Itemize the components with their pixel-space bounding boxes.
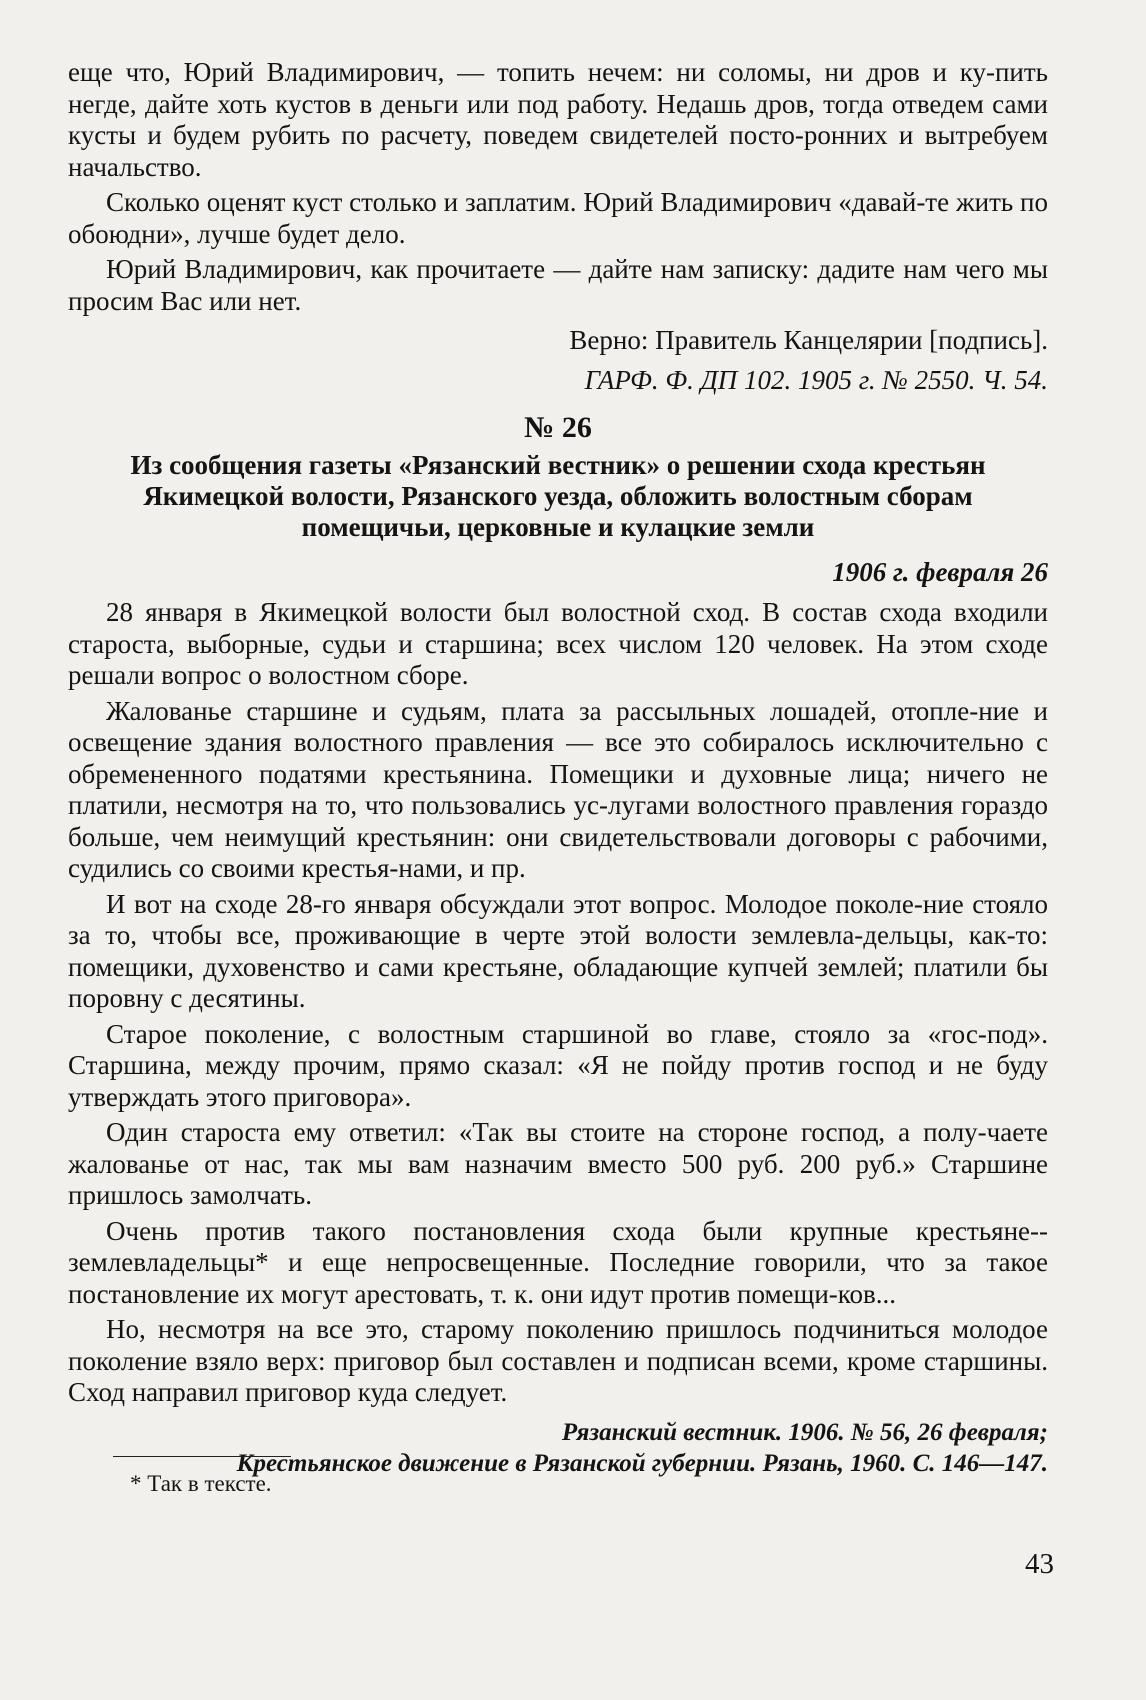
document-title-line: Из сообщения газеты «Рязанский вестник» о решении схода крестьян [130,449,986,480]
paragraph: еще что, Юрий Владимирович, — топить нечем: ни соломы, ни дров и ку-пить негде, дайте хоть кустов в деньги или под работу. Недашь дров, тогда отведем сами кусты и будем рубить по расчету, поведем свидетелей посто-ронних и вытребуем начальство. [68,57,1048,182]
paragraph: Юрий Владимирович, как прочитаете — дайте нам записку: дадите нам чего мы просим Вас или нет. [68,254,1048,316]
document-title-line: помещичьи, церковные и кулацкие земли [301,511,815,542]
paragraph: Очень против такого постановления схода были крупные крестьяне-землевладельцы* и еще непросвещенные. Последние говорили, что за такое постановление их могут арестовать, т. к. они идут против помещи-ков... [68,1215,1048,1309]
footnote: * Так в тексте. [130,1471,272,1496]
page-number: 43 [1025,1548,1054,1580]
document-date: 1906 г. февраля 26 [832,556,1048,587]
document-title [68,450,1048,543]
document-header [68,412,1048,588]
footnote-divider [113,1456,291,1457]
document-body [68,597,1048,1479]
paragraph: Старое поколение, с волостным старшиной во главе, стояло за «гос-под». Старшина, между прочим, прямо сказал: «Я не пойду против господ и не буду утверждать этого приговора». [68,1018,1048,1112]
document-title-line: Якимецкой волости, Рязанского уезда, обложить волостным сборам [143,480,973,511]
attestation: Верно: Правитель Канцелярии [подпись]. [569,325,1048,355]
source-line: Рязанский вестник. 1906. № 56, 26 февраля; [561,1418,1048,1446]
document-number: № 26 [524,411,592,444]
source-line: Крестьянское движение в Рязанской губернии. Рязань, 1960. С. 146—147. [236,1449,1048,1477]
paragraph: Сколько оценят куст столько и заплатим. Юрий Владимирович «давай-те жить по обоюдни», лучше будет дело. [68,187,1048,249]
top-block [68,57,1048,396]
paragraph: И вот на сходе 28-го января обсуждали этот вопрос. Молодое поколе-ние стояло за то, чтобы все, проживающие в черте этой волости землевла-дельцы, как-то: помещики, духовенство и сами крестьяне, обладающие купчей землей; платили бы поровну с десятины. [68,888,1048,1013]
paragraph: Один староста ему ответил: «Так вы стоите на стороне господ, а полу-чаете жалованье от нас, так мы вам назначим вместо 500 руб. 200 руб.» Старшине пришлось замолчать. [68,1117,1048,1210]
paragraph: Но, несмотря на все это, старому поколению пришлось подчиниться молодое поколение взяло верх: приговор был составлен и подписан всеми, кроме старшины. Сход направил приговор куда следует. [68,1314,1048,1407]
paragraph: Жалованье старшине и судьям, плата за рассыльных лошадей, отопле-ние и освещение здания волостного правления — все это собиралось исключительно с обремененного податями крестьянина. Помещики и духовные лица; ничего не платили, несмотря на то, что пользовались ус-лугами волостного правления гораздо больше, чем неимущий крестьянин: они свидетельствовали договоры с рабочими, судились со своими крестья-нами, и пр. [68,695,1048,883]
paragraph: 28 января в Якимецкой волости был волостной сход. В состав схода входили староста, выборные, судьи и старшина; всех числом 120 человек. На этом сходе решали вопрос о волостном сборе. [68,597,1048,690]
archive-source: ГАРФ. Ф. ДП 102. 1905 г. № 2550. Ч. 54. [584,364,1048,395]
